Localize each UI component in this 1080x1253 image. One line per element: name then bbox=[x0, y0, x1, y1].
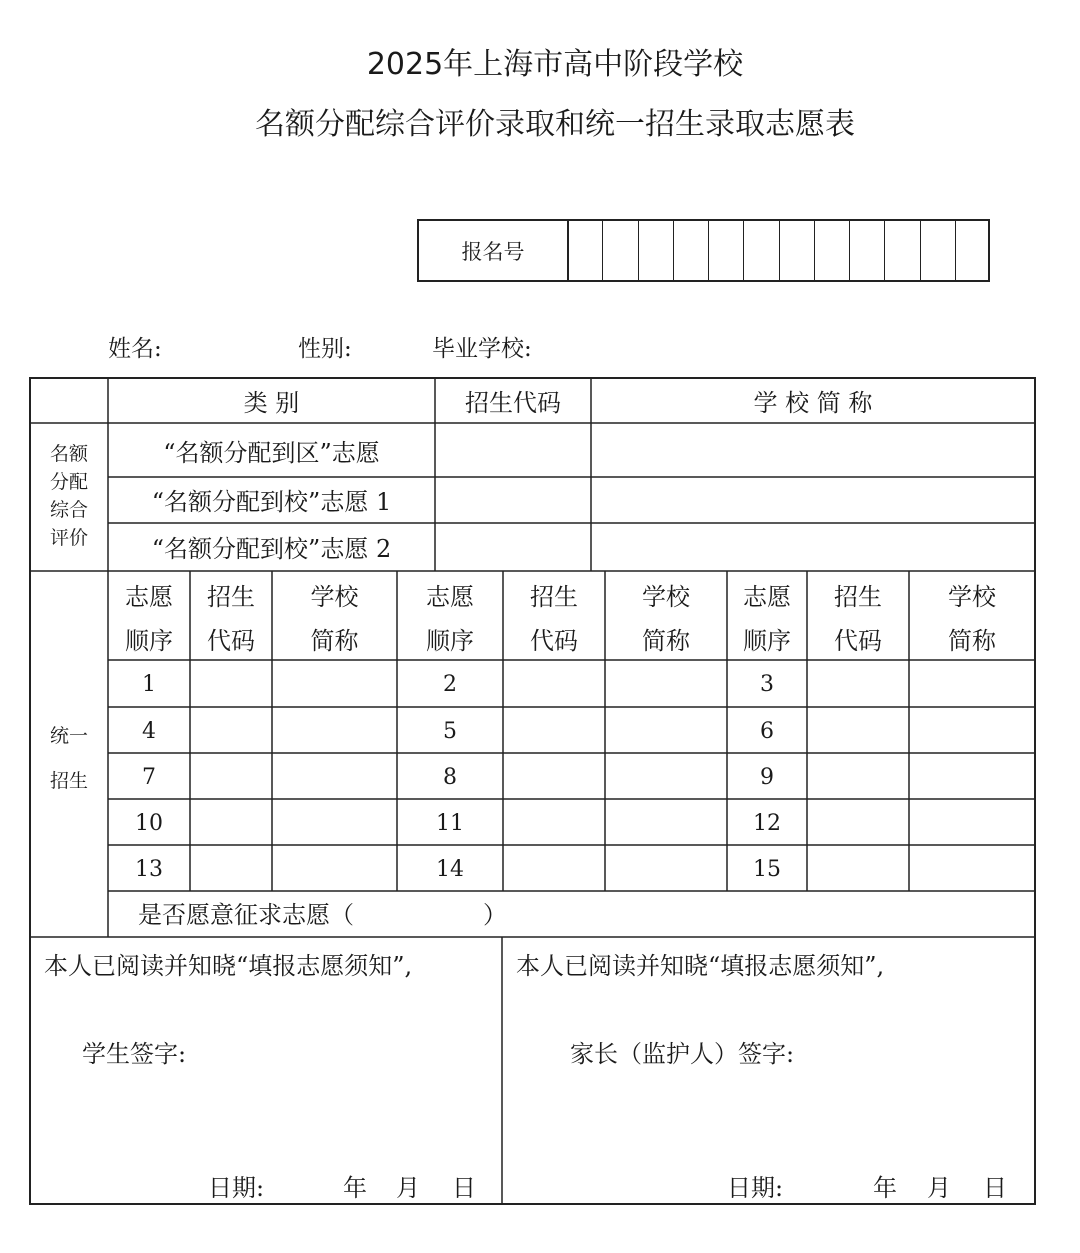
unified-col-header: 顺序 bbox=[125, 627, 173, 655]
unified-col-header: 学校 bbox=[642, 583, 690, 611]
choice-order-number: 6 bbox=[760, 719, 774, 744]
parent-date-day: 日 bbox=[983, 1174, 1007, 1202]
unified-col-header: 简称 bbox=[948, 627, 996, 655]
student-date-month: 月 bbox=[396, 1174, 420, 1202]
parent-date-label: 日期: bbox=[727, 1174, 784, 1202]
choice-order-number: 12 bbox=[753, 811, 781, 836]
unified-col-header: 招生 bbox=[530, 583, 578, 611]
quota-school-choice-1: “名额分配到校”志愿 1 bbox=[151, 488, 392, 516]
choice-order-number: 3 bbox=[760, 672, 774, 697]
choice-order-number: 10 bbox=[135, 811, 163, 836]
gender-label: 性别: bbox=[298, 336, 352, 362]
choice-order-number: 4 bbox=[142, 719, 156, 744]
unified-col-header: 简称 bbox=[642, 627, 690, 655]
form-title-line-2: 名额分配综合评价录取和统一招生录取志愿表 bbox=[255, 107, 855, 142]
header-category: 类 别 bbox=[243, 389, 300, 417]
choice-order-number: 7 bbox=[142, 765, 156, 790]
student-date-label: 日期: bbox=[208, 1174, 265, 1202]
collect-choice-close: ） bbox=[483, 901, 507, 929]
unified-col-header: 志愿 bbox=[426, 583, 474, 611]
unified-col-header: 志愿 bbox=[743, 583, 791, 611]
choice-order-number: 13 bbox=[135, 857, 163, 882]
unified-col-header: 学校 bbox=[310, 583, 359, 611]
parent-date-month: 月 bbox=[927, 1174, 951, 1202]
unified-label-1: 统一 bbox=[49, 725, 88, 747]
student-statement: 本人已阅读并知晓“填报志愿须知”, bbox=[44, 952, 413, 980]
header-admission-code: 招生代码 bbox=[465, 389, 561, 417]
student-date-day: 日 bbox=[452, 1174, 476, 1202]
student-sign-label: 学生签字: bbox=[82, 1040, 187, 1068]
choice-order-number: 15 bbox=[753, 857, 781, 882]
choice-order-number: 9 bbox=[760, 765, 774, 790]
unified-label-2: 招生 bbox=[49, 770, 88, 792]
quota-label-4: 评价 bbox=[49, 527, 88, 549]
unified-col-header: 代码 bbox=[834, 627, 882, 655]
unified-col-header: 招生 bbox=[834, 583, 882, 611]
name-label: 姓名: bbox=[108, 336, 162, 362]
unified-col-header: 简称 bbox=[310, 627, 359, 655]
quota-district-choice: “名额分配到区”志愿 bbox=[163, 439, 380, 467]
form-title-line-1: 2025年上海市高中阶段学校 bbox=[366, 47, 744, 82]
choice-order-number: 14 bbox=[436, 857, 464, 882]
unified-col-header: 顺序 bbox=[743, 627, 791, 655]
quota-label-1: 名额 bbox=[49, 443, 88, 465]
quota-label-2: 分配 bbox=[49, 471, 88, 493]
choice-order-number: 2 bbox=[443, 672, 457, 697]
student-date-year: 年 bbox=[343, 1174, 367, 1202]
unified-col-header: 招生 bbox=[207, 583, 255, 611]
choice-order-number: 11 bbox=[436, 811, 464, 836]
unified-col-header: 顺序 bbox=[426, 627, 474, 655]
parent-date-year: 年 bbox=[873, 1174, 897, 1202]
parent-sign-label: 家长（监护人）签字: bbox=[570, 1040, 795, 1068]
unified-col-header: 志愿 bbox=[125, 583, 173, 611]
collect-choice-label: 是否愿意征求志愿（ bbox=[138, 901, 354, 929]
header-school-abbr: 学 校 简 称 bbox=[753, 389, 873, 417]
quota-school-choice-2: “名额分配到校”志愿 2 bbox=[151, 535, 392, 563]
choice-order-number: 5 bbox=[443, 719, 457, 744]
choice-order-number: 1 bbox=[142, 672, 156, 697]
unified-col-header: 代码 bbox=[207, 627, 255, 655]
parent-statement: 本人已阅读并知晓“填报志愿须知”, bbox=[516, 952, 885, 980]
choice-order-number: 8 bbox=[443, 765, 457, 790]
unified-col-header: 学校 bbox=[948, 583, 996, 611]
unified-col-header: 代码 bbox=[530, 627, 578, 655]
graduation-school-label: 毕业学校: bbox=[432, 336, 532, 362]
registration-number-label: 报名号 bbox=[419, 221, 569, 280]
quota-label-3: 综合 bbox=[49, 499, 88, 521]
